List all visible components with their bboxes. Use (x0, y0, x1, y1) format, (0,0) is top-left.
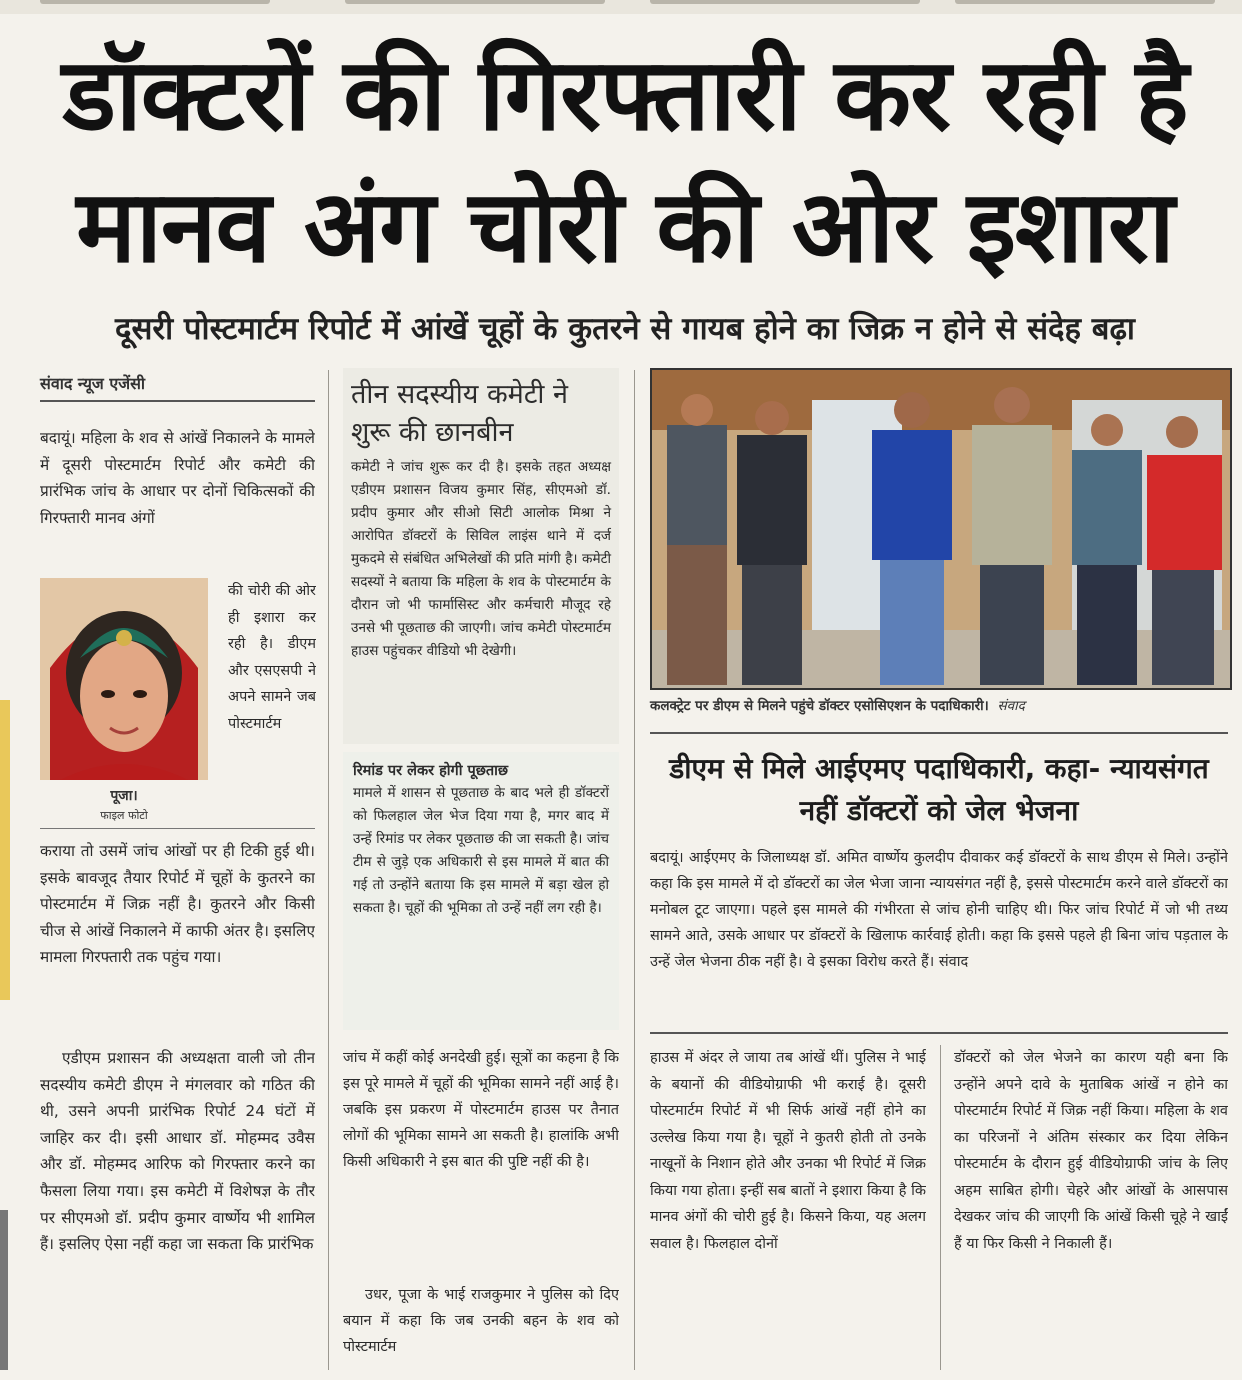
left-narrow-paragraph: की चोरी की ओर ही इशारा कर रही है। डीएम और एसएसपी ने अपने सामने जब पोस्टमार्टम (228, 583, 316, 732)
left-body (40, 838, 315, 1038)
ima-story-heading: डीएम से मिले आईएमए पदाधिकारी, कहा- न्यायसंगत नहीं डॉक्टरों को जेल भेजना (669, 752, 1209, 827)
left-intro (40, 425, 315, 573)
previous-article-strip (0, 0, 1242, 14)
subheadline: दूसरी पोस्टमार्टम रिपोर्ट में आंखें चूहों के कुतरने से गायब होने का जिक्र न होने से संदेह बढ़ा (115, 311, 1135, 347)
portrait-photo (40, 578, 208, 780)
group-photo-credit: संवाद (997, 698, 1025, 714)
page-edge-dark-mark (0, 1210, 8, 1370)
committee-box (343, 368, 619, 744)
committee-box-text: कमेटी ने जांच शुरू कर दी है। इसके तहत अध्यक्ष एडीएम प्रशासन विजय कुमार सिंह, सीएमओ डॉ. प्रदीप कुमार और सीओ सिटी आलोक मिश्रा ने आरोपित डॉक्टरों के सिविल लाइंस थाने में दर्ज मुकदमे से संबंधित अभिलेखों की प्रति मांगी है। कमेटी सदस्यों ने बताया कि महिला के शव के पोस्टमार्टम के दौरान जो भी फार्मासिस्ट और कर्मचारी मौजूद रहे उनसे भी पूछताछ की जाएगी। जांच कमेटी पोस्टमार्टम हाउस पहुंचकर वीडियो भी देखेगी। (351, 459, 611, 659)
right-lower-col-2-text: डॉक्टरों को जेल भेजने का कारण यही बना कि उन्होंने अपने दावे के मुताबिक आंखें न होने का पोस्टमार्टम रिपोर्ट में जिक्र नहीं किया। महिला के शव का परिजनों ने अंतिम संस्कार कर दिया लेकिन पोस्टमार्टम के दौरान हुई वीडियोग्राफी जांच के लिए अहम साबित होगी। चेहरे और आंखों के आसपास देखकर जांच की जाएगी कि आंखें किसी चूहे ने खाईं हैं या फिर किसी ने निकाली हैं। (954, 1050, 1228, 1252)
portrait-illustration (40, 578, 208, 780)
middle-lower-text-2 (343, 1282, 619, 1370)
byline-rule (40, 400, 315, 402)
remand-box-title: रिमांड पर लेकर होगी पूछताछ (353, 763, 509, 779)
portrait-caption-sub: फाइल फोटो (100, 809, 148, 822)
ima-story-paragraph: बदायूं। आईएमए के जिलाध्यक्ष डॉ. अमित वार्ष्णेय कुलदीप दीवाकर कई डॉक्टरों के साथ डीएम से मिले। उन्होंने कहा कि इस मामले में दो डॉक्टरों का जेल भेजा जाना न्यायसंगत नहीं है, इससे पोस्टमार्टम करने वाले डॉक्टरों का मनोबल टूट जाएगा। पहले इस मामले की गंभीरता से जांच होनी चाहिए थी। फिर जांच रिपोर्ट में जो भी तथ्य सामने आते, उसके आधार पर डॉक्टरों के खिलाफ कार्रवाई होती। कहा कि इससे पहले ही बिना जांच पड़ताल के उन्हें जेल भेजना ठीक नहीं है। वे इसका विरोध करते हैं। संवाद (650, 850, 1228, 970)
group-photo-caption (650, 696, 1230, 714)
column-divider-2 (634, 370, 635, 1370)
page-edge-color-mark (0, 700, 10, 1000)
photo-rule (40, 828, 315, 829)
headline-line-1: डॉक्टरों की गिरफ्तारी कर रही है (62, 36, 1188, 153)
right-lower-col-1 (650, 1045, 926, 1370)
middle-lower-paragraph-2: उधर, पूजा के भाई राजकुमार ने पुलिस को दिए बयान में कहा कि जब उनकी बहन के शव को पोस्टमार्टम (343, 1287, 619, 1355)
group-photo-caption-text: कलक्ट्रेट पर डीएम से मिलने पहुंचे डॉक्टर एसोसिएशन के पदाधिकारी। (650, 698, 989, 714)
ima-story-top-rule (650, 732, 1228, 734)
group-photo-illustration (652, 370, 1230, 688)
group-photo (650, 368, 1232, 690)
middle-lower-paragraph-1: जांच में कहीं कोई अनदेखी हुई। सूत्रों का कहना है कि इस पूरे मामले में चूहों की भूमिका सामने नहीं आई है। जबकि इस प्रकरण में पोस्टमार्टम हाउस पर तैनात लोगों की भूमिका सामने आ सकती है। हालांकि अभी किसी अधिकारी ने इस बात की पुष्टि नहीं की है। (343, 1050, 619, 1170)
right-lower-col-1-text: हाउस में अंदर ले जाया तब आंखें थीं। पुलिस ने भाई के बयानों की वीडियोग्राफी भी कराई है। दूसरी पोस्टमार्टम रिपोर्ट में भी सिर्फ आंखें नहीं होने का उल्लेख किया गया है। चूहों ने कुतरी होती तो उनके नाखूनों के निशान होते और उनका भी रिपोर्ट में जिक्र किया गया होता। इन्हीं सब बातों ने इशारा किया है कि मानव अंगों की चोरी हुई है। किसने किया, यह अलग सवाल है। फिलहाल दोनों (650, 1050, 926, 1252)
left-intro-text: बदायूं। महिला के शव से आंखें निकालने के मामले में दूसरी पोस्टमार्टम रिपोर्ट और कमेटी की प्रारंभिक जांच के आधार पर दोनों चिकित्सकों की गिरफ्तारी मानव अंगों (40, 429, 315, 527)
ima-story-bottom-rule (650, 1032, 1228, 1034)
headline-line-2: मानव अंग चोरी की ओर इशारा (76, 168, 1174, 285)
portrait-caption-name: पूजा। (110, 788, 138, 804)
remand-box-text: मामले में शासन से पूछताछ के बाद भले ही डॉक्टरों को फिलहाल जेल भेज दिया गया है, मगर बाद में उन्हें रिमांड पर लेकर पूछताछ की जा सकती है। जांच टीम से जुड़े एक अधिकारी से इस मामले में बात की गई तो उन्होंने बताया कि इस मामले में बड़ा खेल हो सकता है। चूहों की भूमिका तो उन्हें नहीं लग रही है। (353, 785, 609, 916)
committee-box-title: तीन सदस्यीय कमेटी ने शुरू की छानबीन (351, 379, 568, 448)
left-body-paragraph-1: कराया तो उसमें जांच आंखों पर ही टिकी हुई थी। इसके बावजूद तैयार रिपोर्ट में चूहों के कुतरने का पोस्टमार्टम में जिक्र नहीं है। कुतरने और किसी चीज से आंखें निकालने में काफी अंतर है। इसलिए मामला गिरफ्तारी तक पहुंच गया। (40, 842, 315, 967)
remand-box (343, 752, 619, 1030)
byline: संवाद न्यूज एजेंसी (40, 374, 146, 393)
left-narrow-text (228, 578, 316, 830)
left-body-paragraph-2: एडीएम प्रशासन की अध्यक्षता वाली जो तीन सदस्यीय कमेटी डीएम ने मंगलवार को गठित की थी, उसने अपनी प्रारंभिक रिपोर्ट 24 घंटों में जाहिर कर दी। इसी आधार डॉ. मोहम्मद उवैस और डॉ. मोहम्मद आरिफ को गिरफ्तार करने का फैसला लिया गया। इस कमेटी में विशेषज्ञ के तौर पर सीएमओ डॉ. प्रदीप कुमार वार्ष्णेय भी शामिल हैं। इसलिए ऐसा नहीं कहा जा सकता कि प्रारंभिक (40, 1049, 315, 1254)
left-body-2 (40, 1045, 315, 1367)
right-lower-col-2 (954, 1045, 1228, 1370)
column-divider-3 (940, 1045, 941, 1370)
middle-lower-text (343, 1045, 619, 1267)
ima-story-text (650, 845, 1228, 1025)
column-divider-1 (328, 370, 329, 1370)
